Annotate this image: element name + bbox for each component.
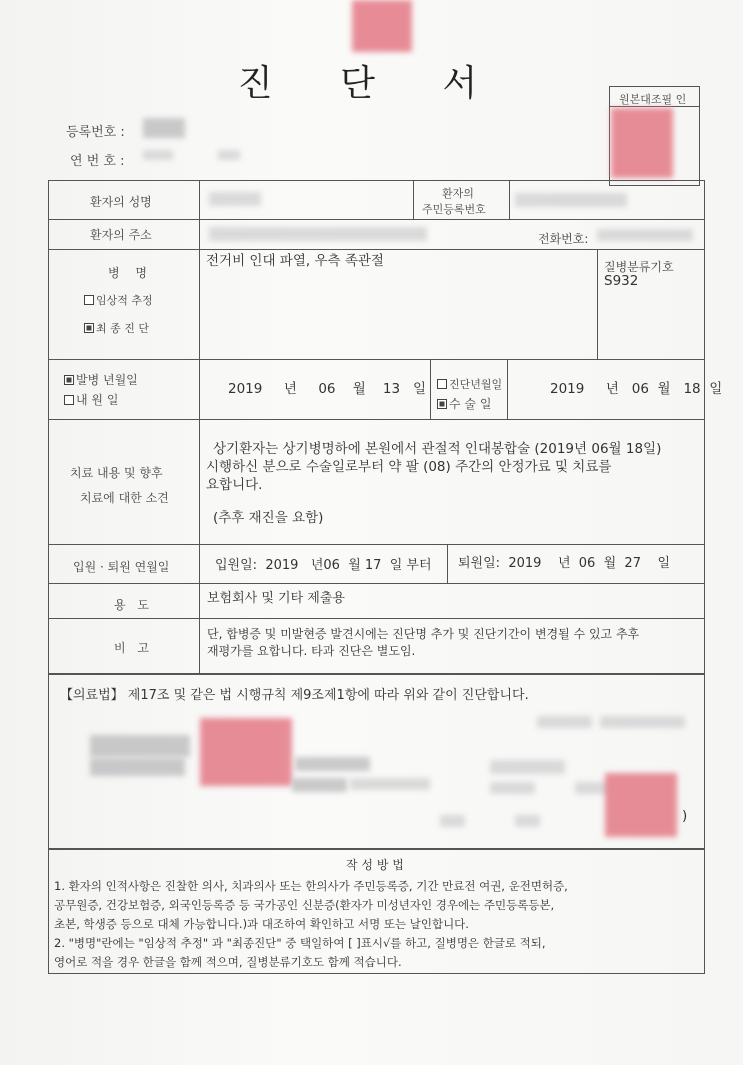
instruction-line-3: 초본, 학생증 등으로 대체 가능합니다.)과 대조하여 확인하고 서명 또는 날인합니다. <box>54 917 469 931</box>
treatment-label-2: 치료에 대한 소견 <box>80 491 169 505</box>
patient-name-label: 환자의 성명 <box>90 195 152 209</box>
checked-box-icon <box>84 323 94 333</box>
treatment-line-3: 요합니다. <box>206 477 263 493</box>
checked-box-icon <box>437 399 447 409</box>
hospital-seal-redacted <box>200 718 292 786</box>
checkbox-icon <box>84 295 94 305</box>
registration-number-redacted <box>143 118 185 138</box>
serial-number-label: 연 번 호 : <box>70 154 125 169</box>
resident-number-label-2: 주민등록번호 <box>422 203 486 216</box>
seal-redacted <box>611 108 673 178</box>
disease-code-label: 질병분류기호 <box>604 260 674 274</box>
patient-address-label: 환자의 주소 <box>90 228 152 242</box>
diagnosis-date-checkbox: 진단년월일 <box>437 376 502 392</box>
checkbox-icon <box>64 395 74 405</box>
onset-date: 2019 년 06 월 13 일 <box>228 381 427 397</box>
patient-address-redacted <box>209 227 427 241</box>
top-seal-redacted <box>352 0 412 52</box>
resident-number-label-1: 환자의 <box>442 187 474 200</box>
phone-label: 전화번호: <box>538 232 589 246</box>
instruction-line-5: 영어로 적을 경우 한글을 함께 적으며, 질병분류기호도 함께 적습니다. <box>54 955 402 969</box>
seal-box-label: 원본대조필 인 <box>619 93 687 106</box>
instruction-line-2: 공무원증, 건강보험증, 외국인등록증 등 국가공인 신분증(환자가 미성년자인 경우에는 주민등록등본, <box>54 898 555 912</box>
signature-close-paren: ) <box>682 808 688 824</box>
document-title: 진 단 서 <box>237 63 506 104</box>
patient-name-redacted <box>209 192 261 206</box>
diagnosis-label: 병 명 <box>108 266 153 280</box>
medical-law-statement: 【의료법】 제17조 및 같은 법 시행규칙 제9조제1항에 따라 위와 같이 진단합니다. <box>60 688 529 703</box>
surgery-date-checkbox: 수 술 일 <box>437 395 491 412</box>
checked-box-icon <box>64 375 74 385</box>
disease-code: S932 <box>604 273 639 289</box>
treatment-line-1: 상기환자는 상기병명하에 본원에서 관절적 인대봉합술 (2019년 06월 18일) <box>213 441 662 457</box>
instruction-line-4: 2. "병명"란에는 "임상적 추정" 과 "최종진단" 중 택일하여 [ ]표시√를 하고, 질병명은 한글로 적되, <box>54 936 546 950</box>
purpose-label: 용 도 <box>114 598 153 612</box>
visit-date-checkbox: 내 원 일 <box>64 391 118 408</box>
registration-number-label: 등록번호 : <box>66 125 125 140</box>
instruction-line-1: 1. 환자의 인적사항은 진찰한 의사, 치과의사 또는 한의사가 주민등록증, 기간 만료전 여권, 운전면허증, <box>54 879 568 893</box>
purpose-value: 보험회사 및 기타 제출용 <box>207 591 345 606</box>
resident-number-redacted <box>515 193 627 207</box>
treatment-line-4: (추후 재진을 요함) <box>213 510 324 526</box>
treatment-line-2: 시행하신 분으로 수술일로부터 약 팔 (08) 주간의 안정가료 및 치료를 <box>206 459 612 475</box>
doctor-seal-redacted <box>605 773 677 837</box>
checkbox-icon <box>437 379 447 389</box>
onset-date-checkbox: 발병 년월일 <box>64 371 138 388</box>
clinical-estimate-checkbox: 임상적 추정 <box>84 292 153 308</box>
remarks-label: 비 고 <box>114 641 153 655</box>
discharge-date: 퇴원일: 2019 년 06 월 27 일 <box>458 556 671 571</box>
final-diagnosis-checkbox: 최 종 진 단 <box>84 320 149 336</box>
diagnosis-text: 전거비 인대 파열, 우측 족관절 <box>206 253 384 269</box>
treatment-label-1: 치료 내용 및 향후 <box>70 466 163 480</box>
surgery-date: 2019 년 06 월 18 일 <box>550 381 723 397</box>
hospital-name-redacted <box>90 735 190 757</box>
phone-redacted <box>597 229 693 241</box>
admission-label: 입원 · 퇴원 연월일 <box>73 560 170 574</box>
remarks-line-1: 단, 합병증 및 미발현증 발견시에는 진단명 추가 및 진단기간이 변경될 수 있고 추후 <box>207 627 640 641</box>
admission-date: 입원일: 2019 년06 월 17 일 부터 <box>215 558 432 573</box>
instructions-title: 작 성 방 법 <box>346 858 404 872</box>
remarks-line-2: 재평가를 요합니다. 타과 진단은 별도임. <box>207 644 416 658</box>
